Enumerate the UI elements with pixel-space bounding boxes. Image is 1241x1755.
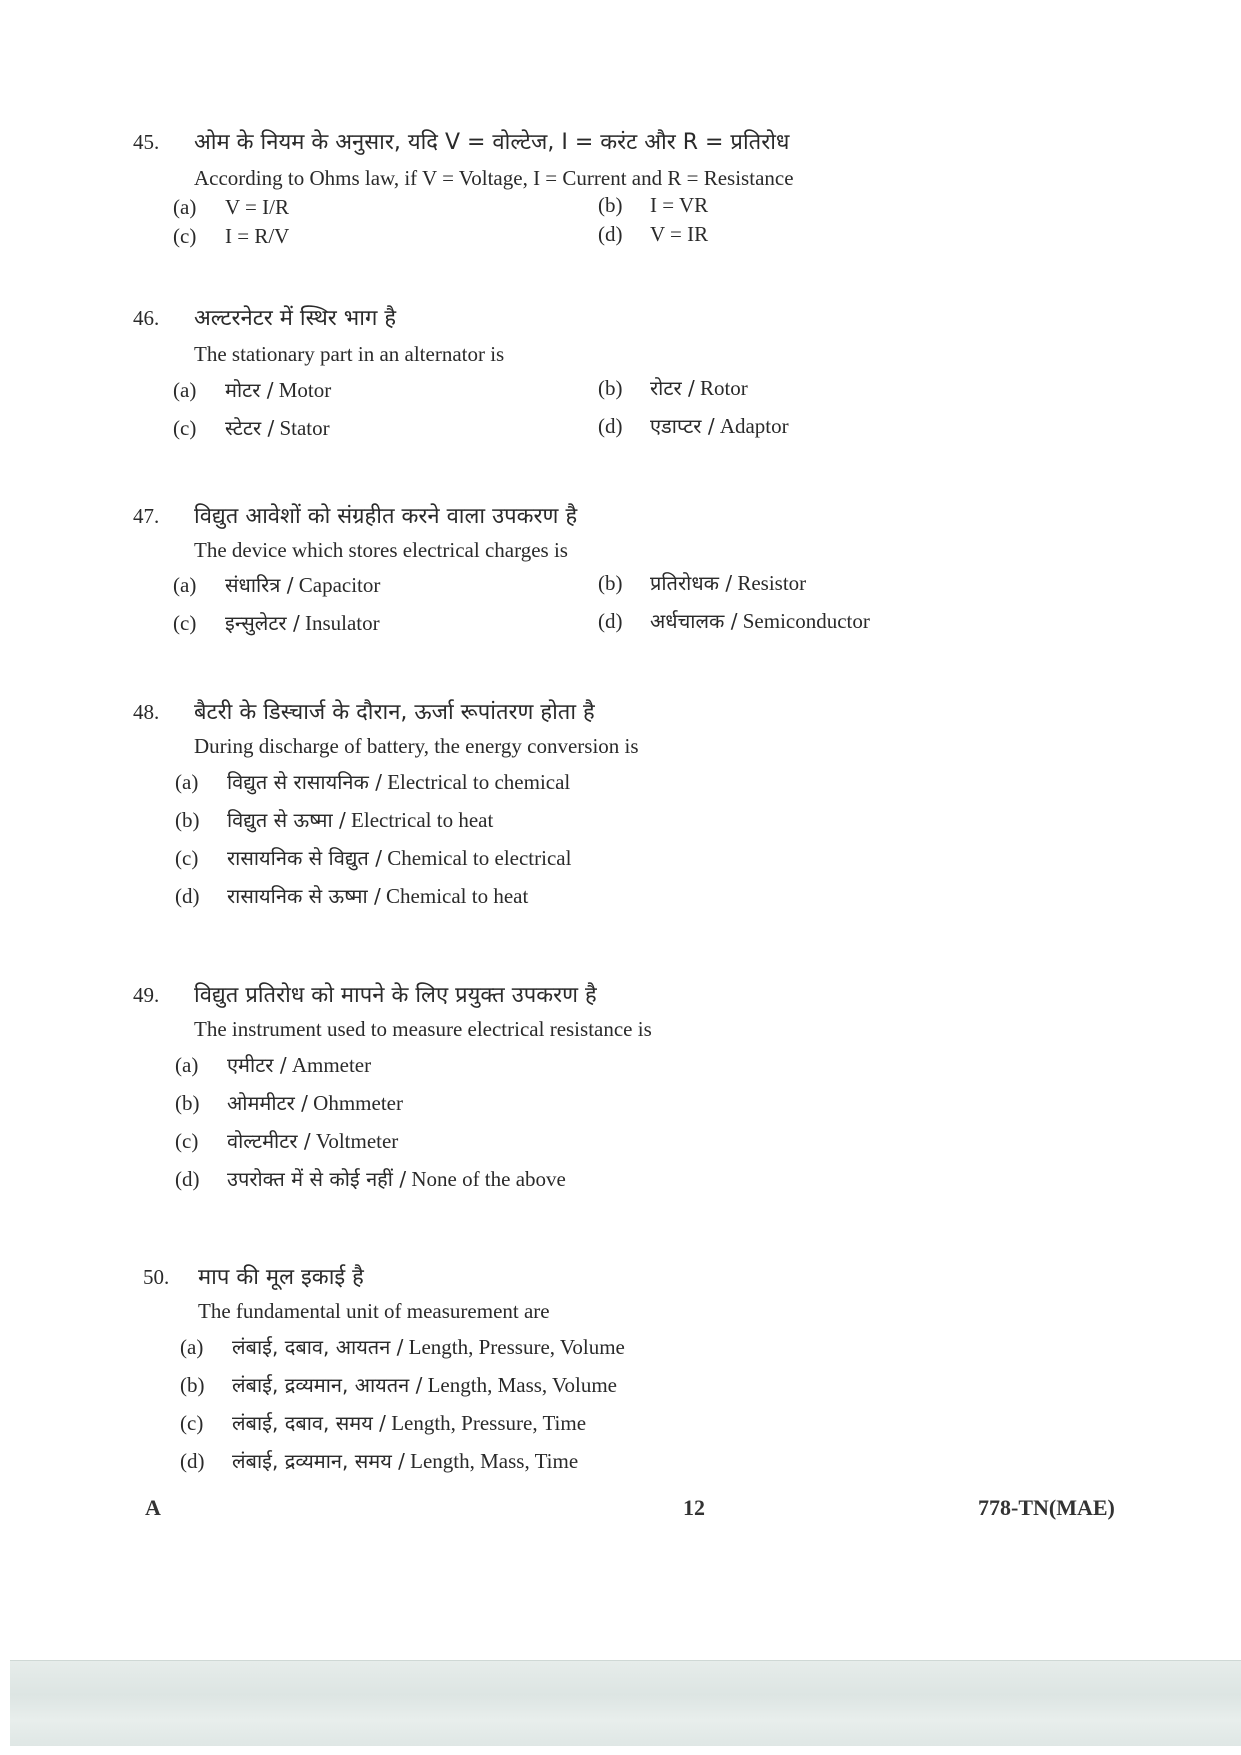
page-number: 12 [683,1495,705,1520]
option-a: (a) विद्युत से रासायनिक / Electrical to chemical [175,770,571,794]
option-d: (d) एडाप्टर / Adaptor [598,414,789,438]
option-a: (a) लंबाई, दबाव, आयतन / Length, Pressure, Volume [180,1335,625,1359]
option-d: (d) लंबाई, द्रव्यमान, समय / Length, Mass, Time [180,1449,579,1473]
option-a: (a) मोटर / Motor [173,378,332,402]
question-english: The device which stores electrical charges is [194,538,568,562]
question-number: 48. [133,700,160,724]
question-hindi: अल्टरनेटर में स्थिर भाग है [194,306,397,331]
series-label: A [145,1495,161,1520]
option-b: (b) लंबाई, द्रव्यमान, आयतन / Length, Mass, Volume [180,1373,617,1397]
option-a: (a) एमीटर / Ammeter [175,1053,372,1077]
question-hindi: माप की मूल इकाई है [198,1265,364,1290]
option-b: (b) रोटर / Rotor [598,376,748,400]
option-c: (c) स्टेटर / Stator [173,416,330,440]
option-c: (c) लंबाई, दबाव, समय / Length, Pressure, Time [180,1411,587,1435]
option-d: (d) अर्धचालक / Semiconductor [598,609,870,633]
option-b: (b) प्रतिरोधक / Resistor [598,571,807,595]
question-english: The fundamental unit of measurement are [198,1299,550,1323]
option-b: (b) I = VR [598,193,709,217]
question-hindi: विद्युत आवेशों को संग्रहीत करने वाला उपकरण है [194,504,578,529]
option-d: (d) रासायनिक से ऊष्मा / Chemical to heat [175,884,529,908]
option-c: (c) इन्सुलेटर / Insulator [173,611,380,635]
question-english: The stationary part in an alternator is [194,342,505,366]
option-c: (c) वोल्टमीटर / Voltmeter [175,1129,399,1153]
question-number: 50. [143,1265,170,1289]
scan-edge-shadow [10,1660,1241,1746]
option-c: (c) रासायनिक से विद्युत / Chemical to electrical [175,846,572,870]
question-number: 47. [133,504,160,528]
question-hindi: ओम के नियम के अनुसार, यदि V = वोल्टेज, I = करंट और R = प्रतिरोध [194,130,790,155]
question-hindi: बैटरी के डिस्चार्ज के दौरान, ऊर्जा रूपांतरण होता है [194,700,595,725]
option-c: (c) I = R/V [173,224,290,248]
option-b: (b) ओममीटर / Ohmmeter [175,1091,403,1115]
question-english: According to Ohms law, if V = Voltage, I = Current and R = Resistance [194,166,794,190]
option-a: (a) V = I/R [173,195,289,219]
question-english: During discharge of battery, the energy conversion is [194,734,639,758]
option-a: (a) संधारित्र / Capacitor [173,573,381,597]
question-number: 49. [133,983,160,1007]
option-b: (b) विद्युत से ऊष्मा / Electrical to heat [175,808,494,832]
question-number: 45. [133,130,160,154]
question-number: 46. [133,306,160,330]
paper-code: 778-TN(MAE) [978,1495,1115,1520]
option-d: (d) उपरोक्त में से कोई नहीं / None of the above [175,1167,566,1191]
question-english: The instrument used to measure electrical resistance is [194,1017,652,1041]
question-hindi: विद्युत प्रतिरोध को मापने के लिए प्रयुक्त उपकरण है [194,983,597,1008]
option-d: (d) V = IR [598,222,709,246]
